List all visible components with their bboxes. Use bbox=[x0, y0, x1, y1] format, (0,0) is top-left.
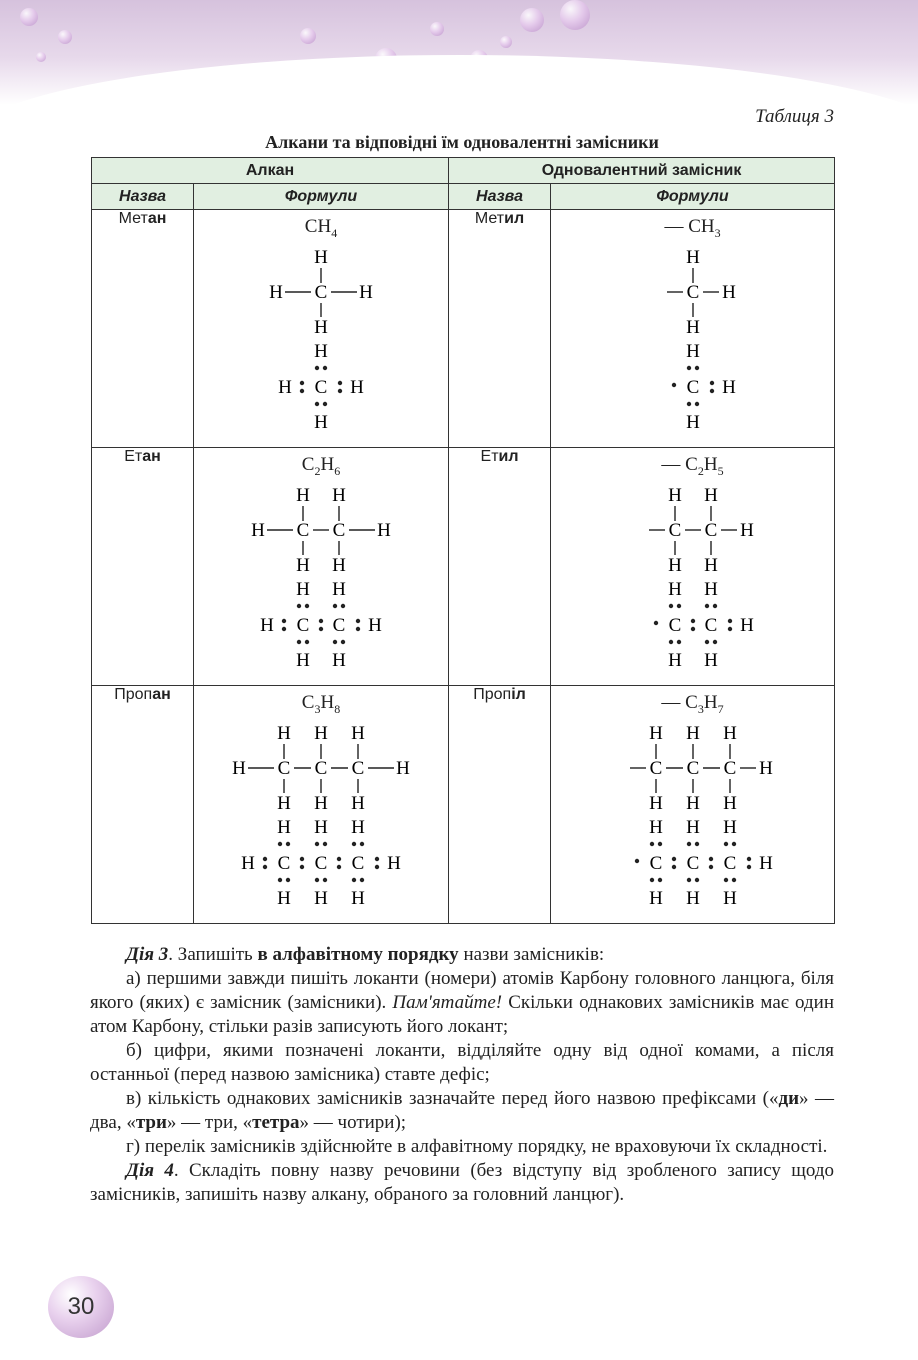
structural-formula bbox=[221, 483, 421, 573]
substituent-name: Етил bbox=[449, 448, 551, 686]
svg-text:H: H bbox=[296, 554, 310, 573]
svg-text:H: H bbox=[758, 852, 773, 874]
svg-text:H: H bbox=[232, 757, 246, 779]
svg-text:C: C bbox=[314, 376, 328, 398]
svg-text:H: H bbox=[351, 887, 365, 907]
svg-text:C: C bbox=[723, 852, 736, 874]
electron-formula bbox=[221, 339, 421, 431]
svg-text:C: C bbox=[277, 757, 291, 779]
svg-text:C: C bbox=[668, 614, 681, 636]
svg-text:C: C bbox=[296, 614, 310, 636]
svg-text:H: H bbox=[359, 281, 373, 303]
alkane-formulas bbox=[194, 448, 449, 686]
bubble-icon bbox=[520, 8, 544, 32]
svg-text:H: H bbox=[332, 578, 346, 600]
svg-text:H: H bbox=[758, 757, 773, 779]
svg-text:H: H bbox=[351, 722, 365, 744]
substituent-formulas bbox=[551, 210, 835, 448]
svg-text:C: C bbox=[668, 519, 681, 541]
step4-paragraph: Дія 4. Складіть повну назву речовини (без відступу від зробленого запису щодо замісників, запишіть назву алкану, обраного за головний ланцюг). bbox=[90, 1160, 834, 1205]
molecular-formula: — $C_2H_5$ bbox=[661, 454, 724, 478]
structural-formula bbox=[216, 721, 426, 811]
svg-text:H: H bbox=[296, 649, 310, 669]
bubble-icon bbox=[36, 52, 46, 62]
svg-text:H: H bbox=[721, 281, 736, 303]
page-number: 30 bbox=[48, 1276, 114, 1338]
svg-text:H: H bbox=[703, 649, 718, 669]
svg-text:H: H bbox=[332, 649, 346, 669]
svg-text:H: H bbox=[296, 578, 310, 600]
svg-text:C: C bbox=[686, 376, 699, 398]
svg-text:C: C bbox=[686, 757, 699, 779]
svg-text:H: H bbox=[351, 792, 365, 811]
svg-text:H: H bbox=[648, 722, 663, 744]
rule-g: г) перелік замісників здійснюйте в алфавітному порядку, не враховуючи їх складності. bbox=[126, 1136, 828, 1157]
structural-formula bbox=[588, 721, 798, 811]
svg-text:H: H bbox=[332, 484, 346, 506]
svg-text:C: C bbox=[649, 852, 662, 874]
svg-text:H: H bbox=[703, 554, 718, 573]
molecular-formula: $C_3H_8$ bbox=[301, 692, 341, 716]
substituent-formulas bbox=[551, 686, 835, 924]
svg-text:H: H bbox=[377, 519, 391, 541]
svg-text:H: H bbox=[739, 614, 754, 636]
substituent-name: Пропіл bbox=[449, 686, 551, 924]
svg-text:H: H bbox=[648, 792, 663, 811]
electron-formula bbox=[593, 577, 793, 669]
bubble-icon bbox=[20, 8, 38, 26]
alkane-name: Пропан bbox=[92, 686, 194, 924]
step3-paragraph: Дія 3. Запишіть в алфавітному порядку назви замісників: bbox=[126, 944, 605, 965]
alkane-formulas bbox=[194, 210, 449, 448]
svg-text:H: H bbox=[722, 816, 737, 838]
bubble-icon bbox=[58, 30, 72, 44]
molecular-formula: — $C_3H_7$ bbox=[661, 692, 724, 716]
molecular-formula: — $CH_3$ bbox=[664, 216, 721, 240]
svg-text:C: C bbox=[704, 519, 717, 541]
svg-text:H: H bbox=[368, 614, 382, 636]
svg-text:H: H bbox=[277, 887, 291, 907]
svg-text:H: H bbox=[314, 792, 328, 811]
svg-text:H: H bbox=[667, 484, 682, 506]
header-name: Назва bbox=[92, 184, 194, 210]
svg-text:H: H bbox=[387, 852, 401, 874]
svg-text:C: C bbox=[351, 852, 365, 874]
header-name: Назва bbox=[449, 184, 551, 210]
svg-text:H: H bbox=[667, 554, 682, 573]
svg-text:H: H bbox=[241, 852, 255, 874]
svg-text:H: H bbox=[314, 340, 328, 362]
svg-text:H: H bbox=[350, 376, 364, 398]
svg-text:C: C bbox=[314, 852, 328, 874]
svg-text:H: H bbox=[396, 757, 410, 779]
alkane-name: Етан bbox=[92, 448, 194, 686]
svg-text:C: C bbox=[351, 757, 365, 779]
svg-text:C: C bbox=[277, 852, 291, 874]
svg-text:H: H bbox=[685, 411, 700, 431]
svg-text:H: H bbox=[685, 816, 700, 838]
svg-text:H: H bbox=[685, 340, 700, 362]
svg-text:H: H bbox=[685, 887, 700, 907]
decorative-banner bbox=[0, 0, 918, 105]
svg-text:C: C bbox=[314, 281, 328, 303]
svg-text:C: C bbox=[686, 852, 699, 874]
substituent-name: Метил bbox=[449, 210, 551, 448]
svg-text:C: C bbox=[649, 757, 662, 779]
svg-text:H: H bbox=[260, 614, 274, 636]
bubble-icon bbox=[300, 28, 316, 44]
molecular-formula: $CH_4$ bbox=[304, 216, 338, 240]
alkane-formulas bbox=[194, 686, 449, 924]
substituent-formulas bbox=[551, 448, 835, 686]
electron-formula bbox=[221, 577, 421, 669]
svg-text:C: C bbox=[332, 614, 346, 636]
structural-formula bbox=[593, 245, 793, 335]
svg-text:C: C bbox=[332, 519, 346, 541]
svg-text:H: H bbox=[251, 519, 265, 541]
alkane-name: Метан bbox=[92, 210, 194, 448]
svg-text:H: H bbox=[721, 376, 736, 398]
svg-text:H: H bbox=[314, 887, 328, 907]
svg-text:C: C bbox=[686, 281, 699, 303]
body-text bbox=[90, 943, 834, 1207]
header-alkane: Алкан bbox=[92, 158, 449, 184]
svg-text:H: H bbox=[277, 722, 291, 744]
electron-formula bbox=[593, 339, 793, 431]
header-substituent: Одновалентний замісник bbox=[449, 158, 835, 184]
svg-text:H: H bbox=[277, 792, 291, 811]
svg-text:H: H bbox=[685, 316, 700, 335]
table-caption: Таблиця 3 bbox=[755, 106, 834, 127]
svg-text:H: H bbox=[703, 484, 718, 506]
svg-text:H: H bbox=[314, 246, 328, 268]
structural-formula bbox=[593, 483, 793, 573]
svg-text:H: H bbox=[269, 281, 283, 303]
svg-text:H: H bbox=[722, 887, 737, 907]
bubble-icon bbox=[430, 22, 444, 36]
svg-text:C: C bbox=[723, 757, 736, 779]
electron-formula bbox=[216, 815, 426, 907]
svg-text:H: H bbox=[296, 484, 310, 506]
svg-text:H: H bbox=[667, 578, 682, 600]
rule-c: в) кількість однакових замісників зазначайте перед його назвою префіксами («ди» — два, «три» — три, «тетра» — чотири); bbox=[90, 1088, 835, 1133]
svg-text:H: H bbox=[314, 316, 328, 335]
svg-text:H: H bbox=[278, 376, 292, 398]
rule-b: б) цифри, якими позначені локанти, відділяйте одну від одної комами, а після останньої (перед назвою замісника) ставте дефіс; bbox=[90, 1040, 834, 1085]
svg-text:H: H bbox=[739, 519, 754, 541]
bubble-icon bbox=[560, 0, 590, 30]
alkanes-table bbox=[91, 157, 835, 924]
table-title: Алкани та відповідні їм одновалентні замісники bbox=[265, 132, 659, 152]
svg-text:C: C bbox=[296, 519, 310, 541]
svg-text:H: H bbox=[685, 722, 700, 744]
svg-text:H: H bbox=[314, 411, 328, 431]
svg-text:H: H bbox=[722, 792, 737, 811]
svg-text:H: H bbox=[685, 792, 700, 811]
electron-formula bbox=[588, 815, 798, 907]
svg-text:H: H bbox=[351, 816, 365, 838]
svg-text:H: H bbox=[332, 554, 346, 573]
svg-text:H: H bbox=[314, 722, 328, 744]
structural-formula bbox=[221, 245, 421, 335]
molecular-formula: $C_2H_6$ bbox=[301, 454, 341, 478]
svg-text:C: C bbox=[704, 614, 717, 636]
svg-text:H: H bbox=[314, 816, 328, 838]
header-formulas: Формули bbox=[551, 184, 835, 210]
svg-text:H: H bbox=[648, 887, 663, 907]
svg-text:H: H bbox=[667, 649, 682, 669]
svg-text:H: H bbox=[703, 578, 718, 600]
svg-text:H: H bbox=[648, 816, 663, 838]
bubble-icon bbox=[500, 36, 512, 48]
svg-text:H: H bbox=[277, 816, 291, 838]
rule-a: а) першими завжди пишіть локанти (номери) атомів Карбону головного ланцюга, біля якого (яких) є замісник (замісники). Пам'ятайте! Скільки однакових замісників має один атом Карбону, стільки разів записують його локант; bbox=[90, 968, 834, 1037]
svg-text:C: C bbox=[314, 757, 328, 779]
svg-text:H: H bbox=[685, 246, 700, 268]
header-formulas: Формули bbox=[194, 184, 449, 210]
svg-text:H: H bbox=[722, 722, 737, 744]
